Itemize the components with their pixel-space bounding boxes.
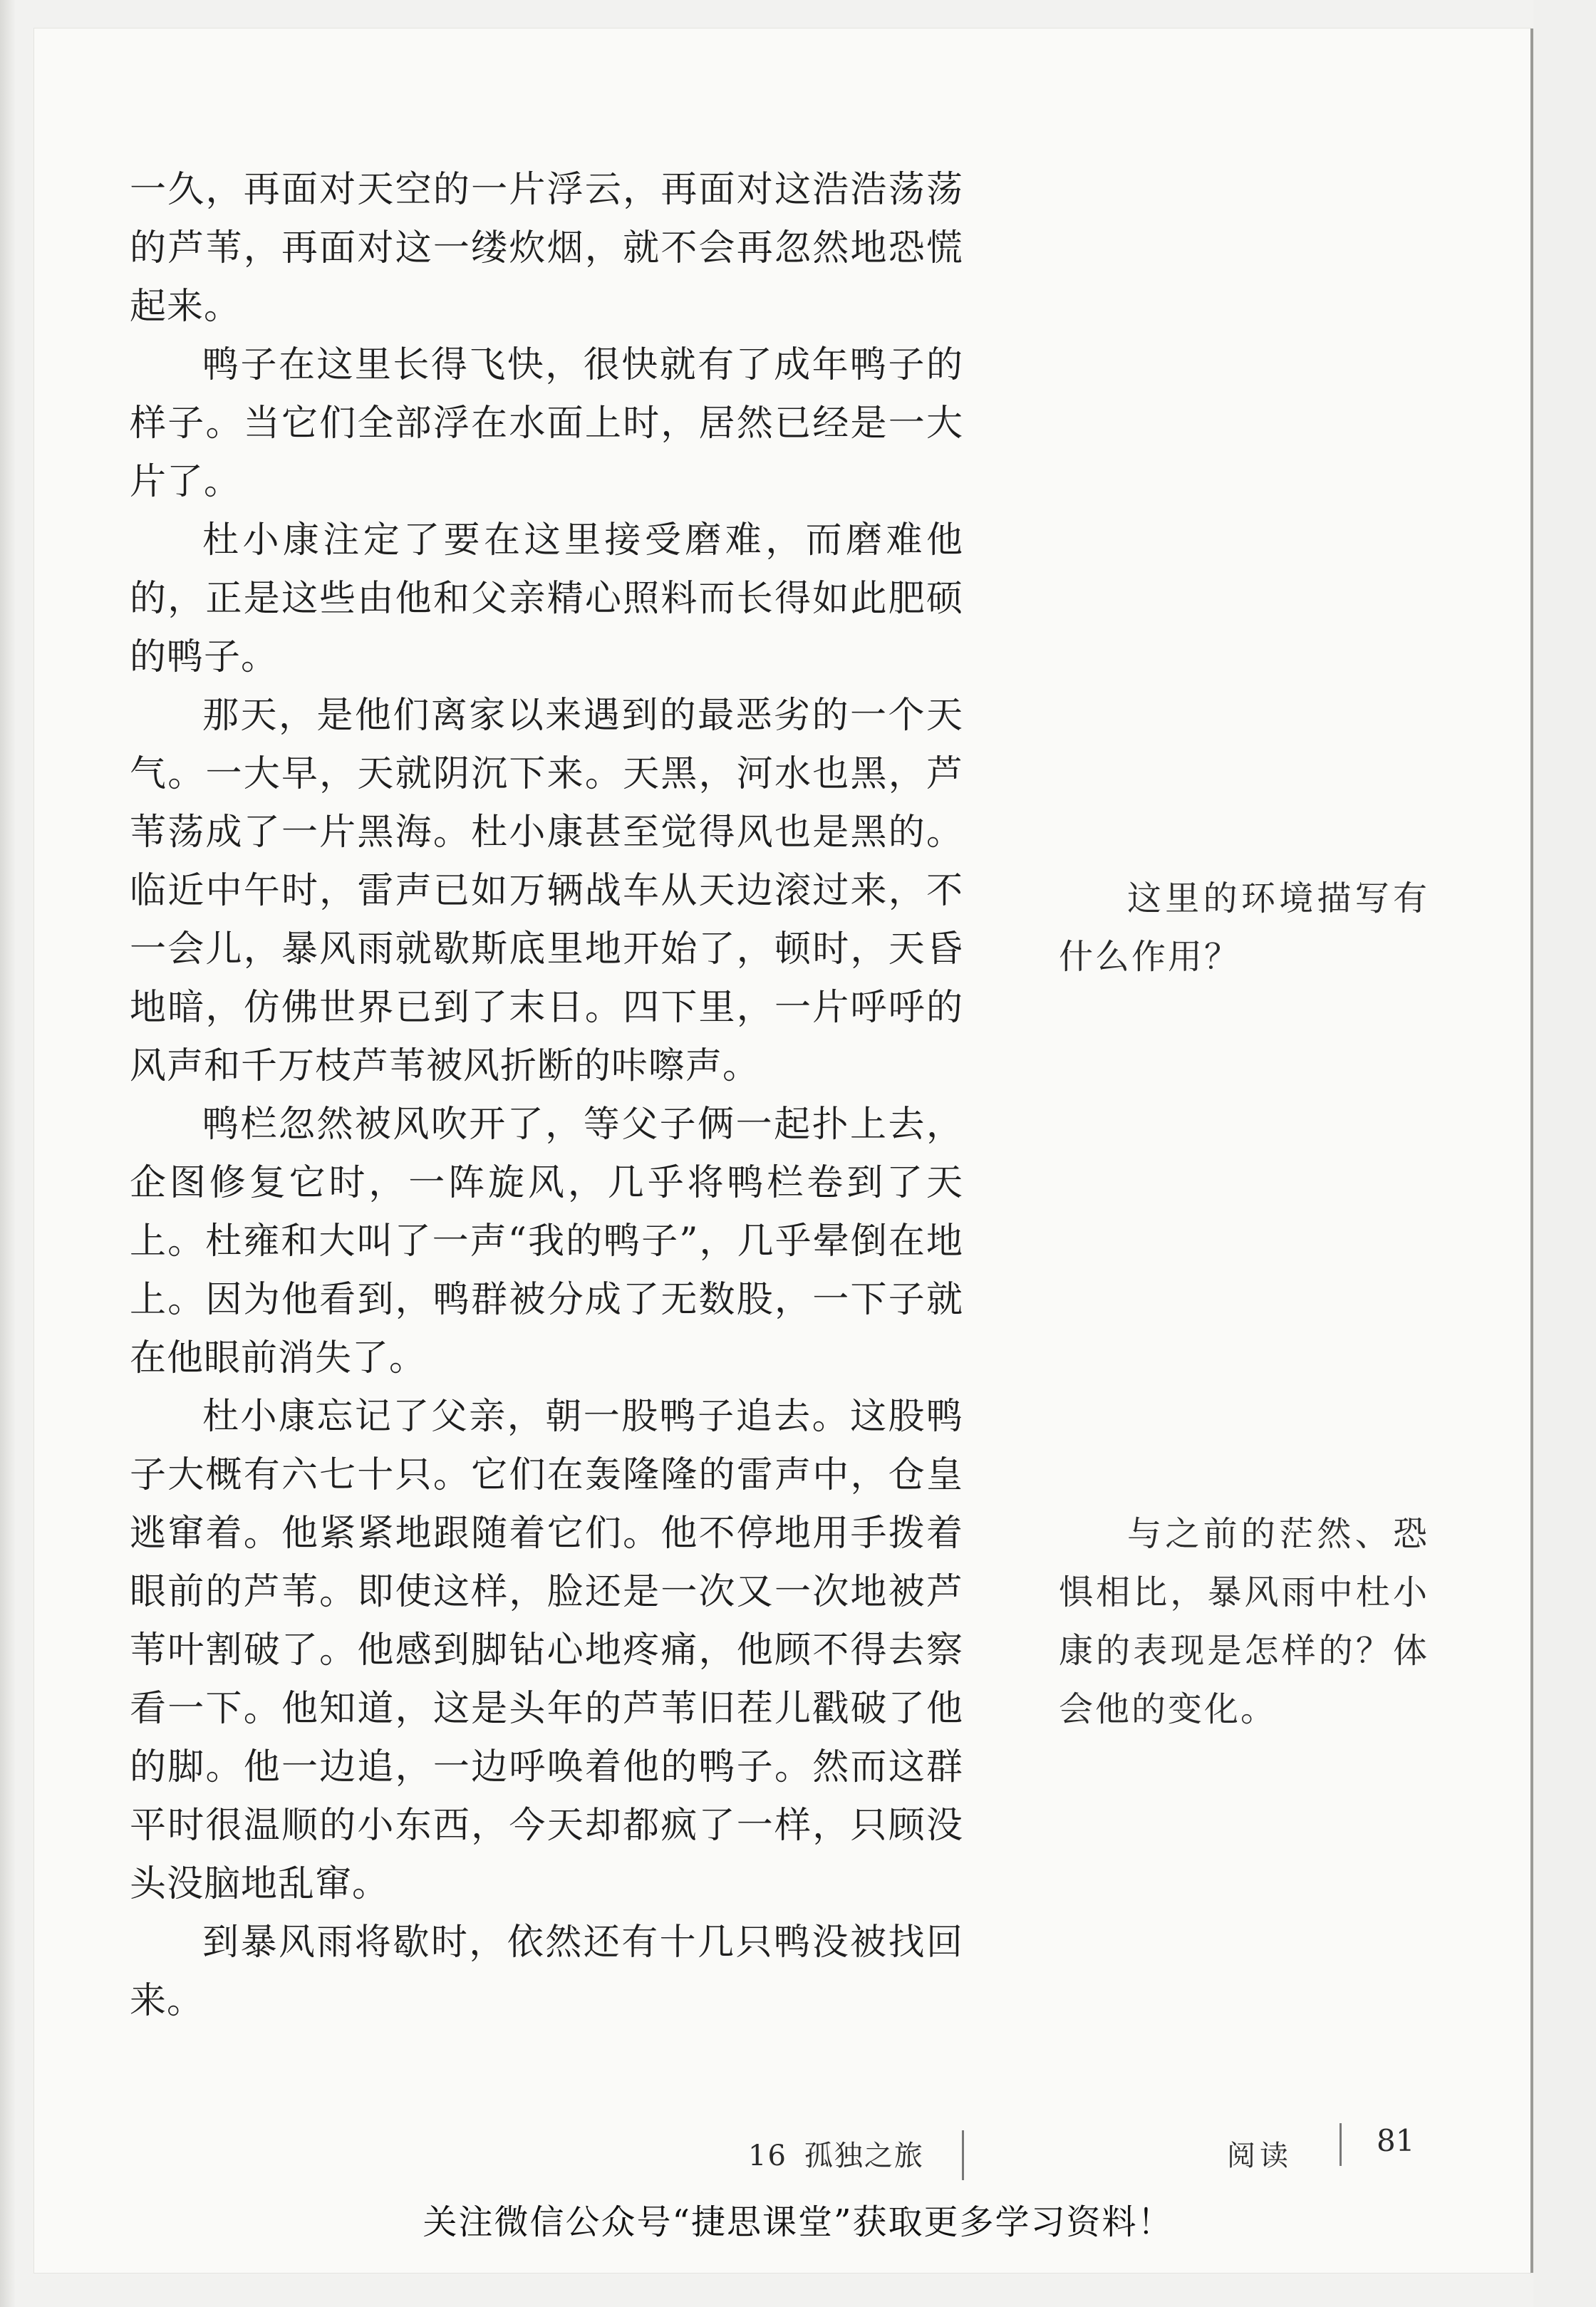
page-number: 81 (1377, 2123, 1415, 2158)
paragraph: 那天，是他们离家以来遇到的最恶劣的一个天气。一大早，天就阴沉下来。天黑，河水也黑，芦苇荡成了一片黑海。杜小康甚至觉得风也是黑的。临近中午时，雷声已如万辆战车从天边滚过来，不一会儿，暴风雨就歇斯底里地开始了，顿时，天昏地暗，仿佛世界已到了末日。四下里，一片呼呼的风声和千万枝芦苇被风折断的咔嚓声。 (130, 695, 963, 1087)
side-note-change: 与之前的茫然、恐惧相比，暴风雨中杜小康的表现是怎样的？体会他的变化。 (1059, 1514, 1429, 1729)
side-note-environment: 这里的环境描写有什么作用？ (1059, 878, 1429, 977)
paragraph: 到暴风雨将歇时，依然还有十几只鸭没被找回来。 (130, 1922, 963, 2022)
unit-label: 阅读 (1227, 2140, 1292, 2172)
spine-shadow (0, 0, 16, 2307)
promo-banner: 关注微信公众号“捷思课堂”获取更多学习资料！ (423, 2202, 1173, 2242)
paragraph: 一久，再面对天空的一片浮云，再面对这浩浩荡荡的芦苇，再面对这一缕炊烟，就不会再忽然地恐慌起来。 (130, 169, 963, 328)
body-text (130, 161, 963, 2031)
running-footer-lesson (748, 2133, 924, 2174)
footer-divider (1340, 2123, 1342, 2166)
paragraph: 鸭子在这里长得飞快，很快就有了成年鸭子的样子。当它们全部浮在水面上时，居然已经是一大片了。 (130, 344, 963, 503)
paragraph: 鸭栏忽然被风吹开了，等父子俩一起扑上去，企图修复它时，一阵旋风，几乎将鸭栏卷到了天上。杜雍和大叫了一声“我的鸭子”，几乎晕倒在地上。因为他看到，鸭群被分成了无数股，一下子就在他眼前消失了。 (130, 1104, 963, 1379)
paragraph: 杜小康忘记了父亲，朝一股鸭子追去。这股鸭子大概有六七十只。它们在轰隆隆的雷声中，仓皇逃窜着。他紧紧地跟随着它们。他不停地用手拨着眼前的芦苇。即使这样，脸还是一次又一次地被芦苇叶割破了。他感到脚钻心地疼痛，他顾不得去察看一下。他知道，这是头年的芦苇旧茬儿戳破了他的脚。他一边追，一边呼唤着他的鸭子。然而这群平时很温顺的小东西，今天却都疯了一样，只顾没头没脑地乱窜。 (130, 1396, 963, 1905)
lesson-number: 16 (748, 2140, 787, 2172)
page-margin (1533, 0, 1596, 2307)
footer-divider (962, 2130, 964, 2180)
lesson-title: 孤独之旅 (804, 2140, 924, 2172)
paragraph: 杜小康注定了要在这里接受磨难，而磨难他的，正是这些由他和父亲精心照料而长得如此肥硕的鸭子。 (130, 519, 963, 678)
